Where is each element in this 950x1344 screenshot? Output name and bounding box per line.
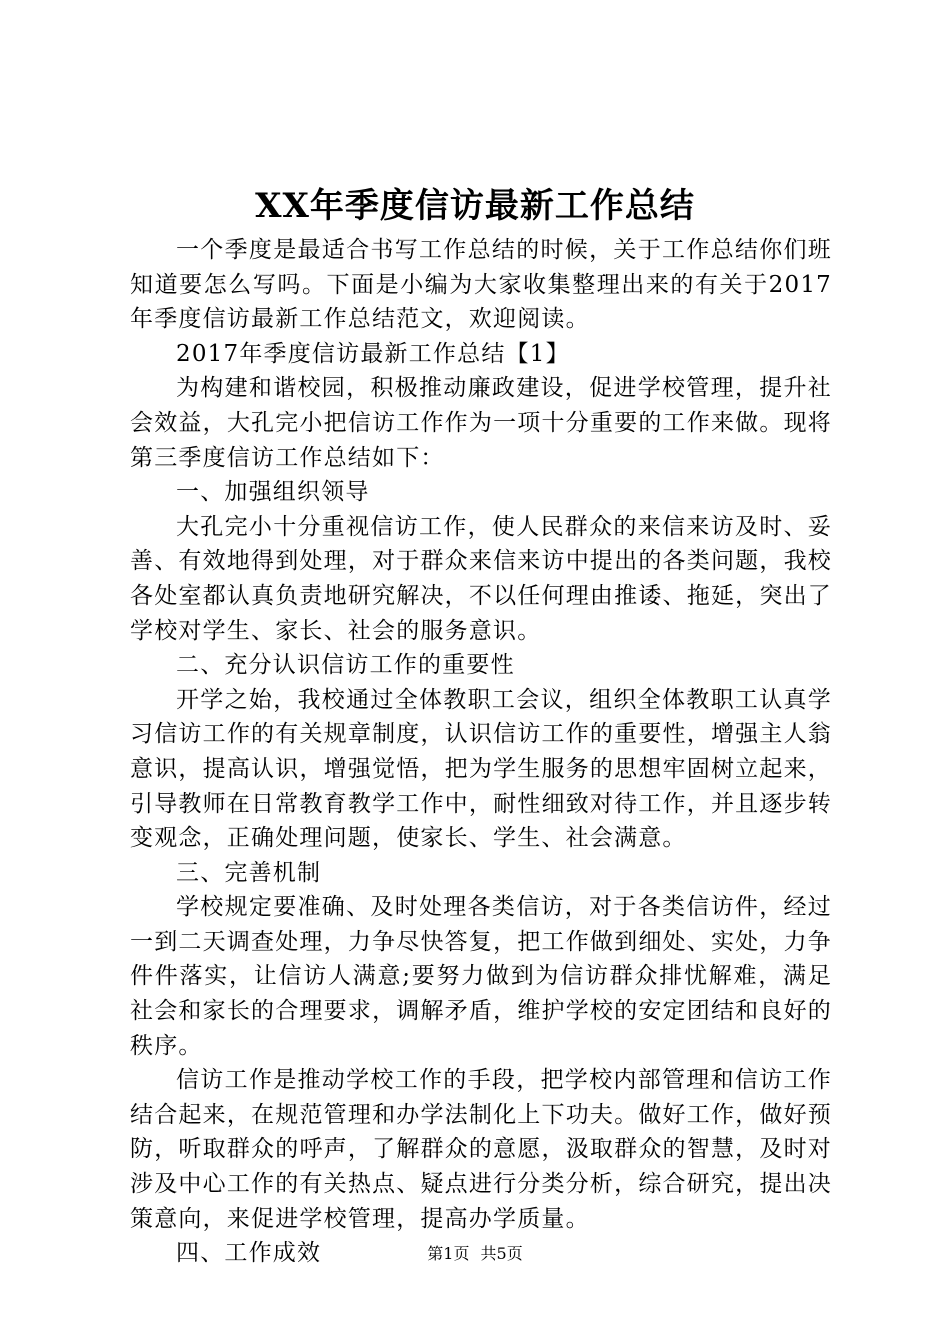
section-heading-3: 三、完善机制: [176, 859, 322, 886]
page-footer: [0, 1243, 950, 1265]
section-heading-1: 一、加强组织领导: [176, 479, 370, 506]
document-body: [130, 233, 832, 1271]
page-number: 第1页: [427, 1244, 470, 1263]
section-heading-4: 四、工作成效: [176, 1240, 322, 1267]
section-body-2: 开学之始，我校通过全体教职工会议，组织全体教职工认真学习信访工作的有关规章制度，认识信访工作的重要性，增强主人翁意识，提高认识，增强觉悟，把为学生服务的思想牢固树立起来，引导教师在日常教育教学工作中，耐性细致对待工作，并且逐步转变观念，正确处理问题，使家长、学生、社会满意。: [130, 686, 832, 852]
subtitle: 2017年季度信访最新工作总结【1】: [176, 340, 570, 367]
section-body-3b: 信访工作是推动学校工作的手段，把学校内部管理和信访工作结合起来，在规范管理和办学法制化上下功夫。做好工作，做好预防，听取群众的呼声，了解群众的意愿，汲取群众的智慧，及时对涉及中心工作的有关热点、疑点进行分类分析，综合研究，提出决策意向，来促进学校管理，提高办学质量。: [130, 1067, 832, 1232]
document-title: XX年季度信访最新工作总结: [255, 186, 695, 226]
section-heading-2: 二、充分认识信访工作的重要性: [176, 652, 515, 679]
intro-paragraph: 一个季度是最适合书写工作总结的时候，关于工作总结你们班知道要怎么写吗。下面是小编为大家收集整理出来的有关于2017年季度信访最新工作总结范文，欢迎阅读。: [130, 237, 832, 333]
page-total: 共5页: [480, 1244, 523, 1263]
opening-paragraph: 为构建和谐校园，积极推动廉政建设，促进学校管理，提升社会效益，大孔完小把信访工作作为一项十分重要的工作来做。现将第三季度信访工作总结如下：: [130, 375, 832, 471]
section-body-1: 大孔完小十分重视信访工作，使人民群众的来信来访及时、妥善、有效地得到处理，对于群众来信来访中提出的各类问题，我校各处室都认真负责地研究解决，不以任何理由推诿、拖延，突出了学校对学生、家长、社会的服务意识。: [130, 513, 832, 644]
section-body-3a: 学校规定要准确、及时处理各类信访，对于各类信访件，经过一到二天调查处理，力争尽快答复，把工作做到细处、实处，力争件件落实，让信访人满意;要努力做到为信访群众排忧解难，满足社会和家长的合理要求，调解矛盾，维护学校的安定团结和良好的秩序。: [130, 894, 832, 1059]
